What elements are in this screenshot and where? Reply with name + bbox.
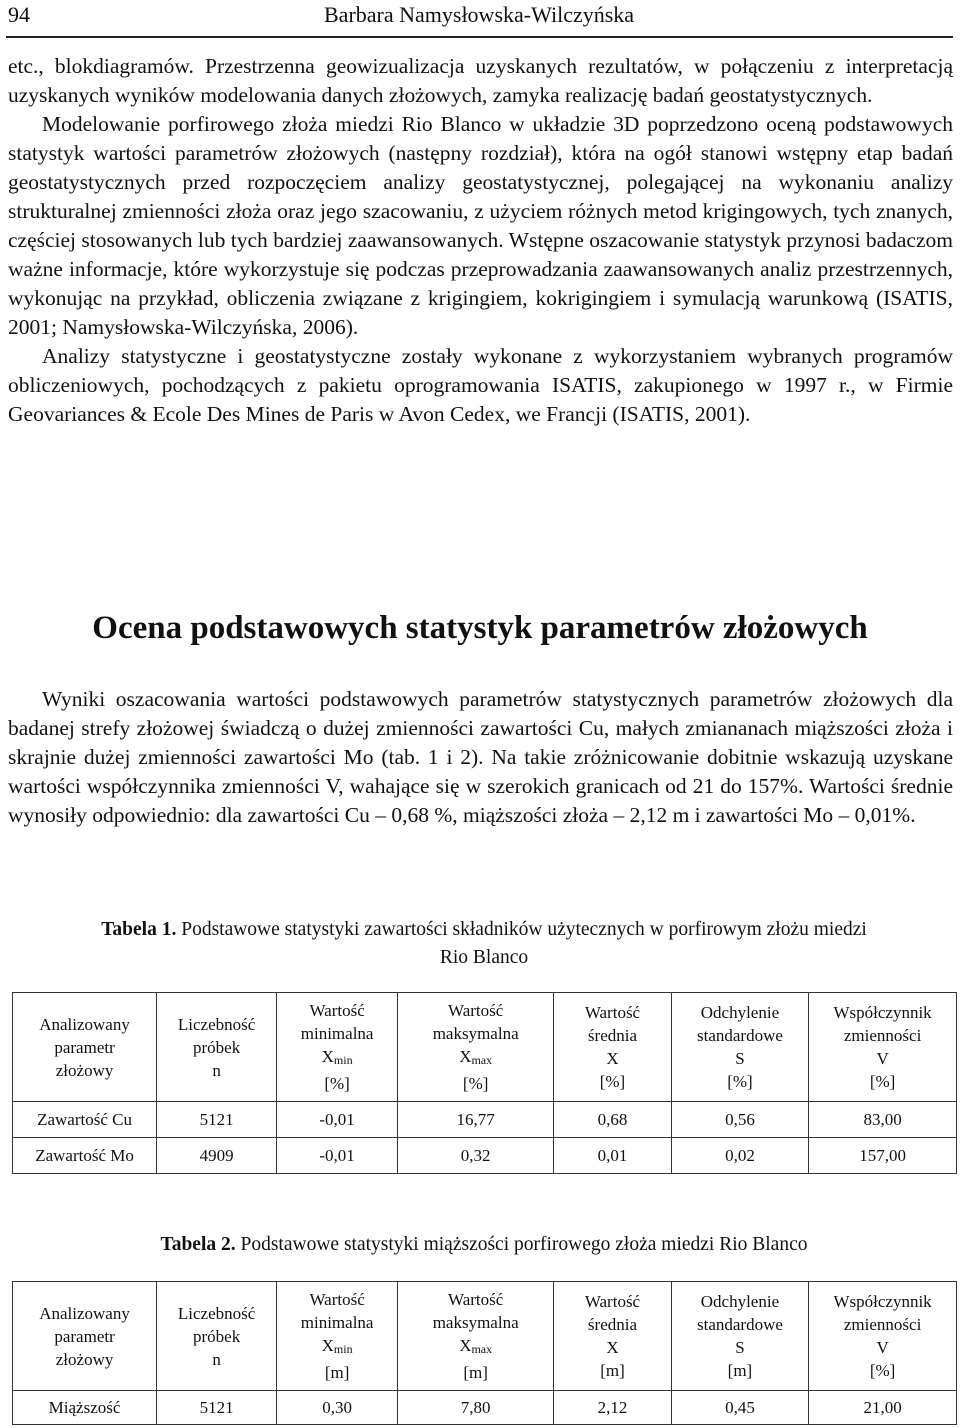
table2-caption [14, 1231, 954, 1259]
table2-header-cell [554, 1282, 672, 1391]
table1-header-line: standardowe [696, 1026, 783, 1045]
table1-header-unit: [%] [462, 1074, 489, 1093]
table1-cell: Zawartość Cu [13, 1102, 157, 1138]
table2-header-line: n [212, 1349, 221, 1369]
table2-header-line: Odchylenie [700, 1292, 780, 1311]
table2-caption-text: Podstawowe statystyki miąższości porfirowego złoża miedzi Rio Blanco [240, 1234, 808, 1255]
table1-cell: 4909 [157, 1138, 277, 1174]
table1-header-symbol-letter: X [459, 1047, 472, 1066]
table2-header-line: Wartość [448, 1290, 504, 1309]
table1-header-cell [157, 993, 277, 1102]
table1-header-symbol [676, 1047, 804, 1070]
table1-header-line: maksymalna [432, 1024, 519, 1043]
table2-header-row [13, 1282, 957, 1391]
table1-header-symbol [402, 1045, 549, 1072]
table1-header-unit: [%] [324, 1074, 350, 1093]
table2-header-unit: [m] [600, 1361, 625, 1380]
table1-cell: -0,01 [277, 1138, 398, 1174]
table2-cell: 21,00 [809, 1391, 957, 1425]
table1-header-unit: [%] [869, 1072, 896, 1091]
table2-header-symbol [813, 1336, 952, 1359]
table1-cell: 0,56 [671, 1102, 808, 1138]
table2-header-symbol-letter: X [321, 1336, 334, 1355]
table2-cell: 0,45 [671, 1391, 808, 1425]
table2-header-line: parametr [54, 1326, 115, 1346]
intro-text [8, 52, 953, 429]
table2-header-symbol-letter: S [735, 1338, 745, 1357]
table1-header-unit: [%] [599, 1072, 626, 1091]
table1-caption [14, 916, 954, 972]
table1-cell: -0,01 [277, 1102, 398, 1138]
table1-header-symbol-letter: X [321, 1047, 334, 1066]
table2-header-symbol [281, 1334, 393, 1361]
table1-caption-line2: Rio Blanco [439, 947, 529, 968]
table2-header-cell [13, 1282, 157, 1391]
intro-paragraph-2: Modelowanie porfirowego złoża miedzi Rio Blanco w układzie 3D poprzedzono oceną podstawowych statystyk wartości parametrów złożowych (następny rozdział), która na ogół stanowi wstępny etap badań geostatystycznych przed rozpoczęciem analizy geostatystycznej, polegającej na wykonaniu analizy strukturalnej zmienności złoża oraz jego szacowaniu, z użyciem różnych metod krigingowych, tych znanych, częściej stosowanych lub tych bardziej zaawansowanych. Wstępne oszacowanie statystyk przynosi badaczom ważne informacje, które wykorzystuje się podczas przeprowadzania zaawansowanych analiz przestrzennych, wykonując na przykład, obliczenia związane z krigingiem, kokrigingiem i symulacją warunkową (ISATIS, 2001; Namysłowska-Wilczyńska, 2006). [8, 112, 953, 339]
section-heading: Ocena podstawowych statystyk parametrów złożowych [92, 610, 868, 646]
table1-cell: 0,32 [398, 1138, 554, 1174]
table1-row [13, 1138, 957, 1174]
table1-header-line: parametr [54, 1037, 115, 1057]
table2-header-line: próbek [192, 1326, 241, 1346]
table2-header-line: standardowe [696, 1315, 783, 1334]
table1-header-cell [809, 993, 957, 1102]
table1-header-symbol-letter: X [606, 1049, 619, 1068]
table1-cell: 0,68 [554, 1102, 672, 1138]
table1-cell: 157,00 [809, 1138, 957, 1174]
table2-header-symbol [402, 1334, 549, 1361]
section-paragraph-1: Wyniki oszacowania wartości podstawowych parametrów statystycznych parametrów złożowych dla badanej strefy złożowej świadczą o dużej zmienności zawartości Cu, małych zmiananach miąższości złoża i skrajnie dużej zmienności zawartości Mo (tab. 1 i 2). Na takie zróżnicowanie dobitnie wskazują uzyskane wartości współczynnika zmienności V, wahające się w szerokich granicach od 21 do 157%. Wartości średnie wynosiły odpowiednio: dla zawartości Cu – 0,68 %, miąższości złoża – 2,12 m i zawartości Mo – 0,01%. [8, 687, 953, 827]
table1-header-symbol [281, 1045, 393, 1072]
table1-cell: 0,02 [671, 1138, 808, 1174]
running-head: Barbara Namysłowska-Wilczyńska [324, 2, 635, 27]
table1-header-line: Wartość [448, 1001, 504, 1020]
table2-header-cell [277, 1282, 398, 1391]
table2-cell: Miąższość [13, 1391, 157, 1425]
table2-cell: 7,80 [398, 1391, 554, 1425]
table1-header-line: Wartość [309, 1001, 365, 1020]
table2-header-line: Wartość [309, 1290, 365, 1309]
table1-header-cell [13, 993, 157, 1102]
page-number: 94 [8, 2, 30, 27]
table1-cell: Zawartość Mo [13, 1138, 157, 1174]
table2 [12, 1281, 957, 1425]
table1-header-symbol-subscript: max [471, 1053, 493, 1067]
table2-header-cell [157, 1282, 277, 1391]
table1-cell: 16,77 [398, 1102, 554, 1138]
table2-header-cell [671, 1282, 808, 1391]
table2-header-line: Analizowany [39, 1303, 130, 1323]
table2-cell: 5121 [157, 1391, 277, 1425]
table2-header-symbol-letter: X [606, 1338, 619, 1357]
table2-row [13, 1391, 957, 1425]
table1-header-line: średnia [587, 1026, 638, 1045]
table1-header-line: Analizowany [39, 1014, 130, 1034]
table1-header-cell [277, 993, 398, 1102]
table1-header-symbol-letter: V [876, 1049, 889, 1068]
table1-header-symbol-subscript: min [333, 1053, 353, 1067]
table1-header-symbol [813, 1047, 952, 1070]
table1 [12, 992, 957, 1174]
table2-cell: 2,12 [554, 1391, 672, 1425]
table2-header-unit: [m] [727, 1361, 753, 1380]
table2-header-symbol-subscript: max [471, 1342, 493, 1356]
table2-header-cell [809, 1282, 957, 1391]
table1-cell: 83,00 [809, 1102, 957, 1138]
table1-header-line: minimalna [300, 1024, 374, 1043]
table1-header-line: Liczebność [177, 1014, 256, 1034]
table2-caption-label: Tabela 2. [160, 1234, 236, 1255]
table1-cell: 5121 [157, 1102, 277, 1138]
table1-header-line: Odchylenie [700, 1003, 780, 1022]
table1-caption-label: Tabela 1. [101, 919, 177, 940]
table2-header-line: Liczebność [177, 1303, 256, 1323]
table1-header-line: Wartość [584, 1003, 641, 1022]
table1-header-cell [671, 993, 808, 1102]
table2-header-line: minimalna [300, 1313, 374, 1332]
table2-header-symbol-letter: X [459, 1336, 472, 1355]
table2-header-symbol [558, 1336, 667, 1359]
intro-paragraph-1: etc., blokdiagramów. Przestrzenna geowizualizacja uzyskanych rezultatów, w połączeniu z interpretacją uzyskanych wyników modelowania danych złożowych, zamyka realizację badań geostatystycznych. [8, 54, 953, 107]
table1-header-cell [398, 993, 554, 1102]
table1-header-cell [554, 993, 672, 1102]
table2-header-symbol-letter: V [876, 1338, 889, 1357]
table1-header-line: Współczynnik [833, 1003, 932, 1022]
table2-cell: 0,30 [277, 1391, 398, 1425]
table2-header-symbol [676, 1336, 804, 1359]
table2-header-line: zmienności [843, 1315, 922, 1334]
table2-header-line: średnia [587, 1315, 638, 1334]
table1-header-line: n [212, 1060, 221, 1080]
table2-header-cell [398, 1282, 554, 1391]
table2-header-line: złożowy [55, 1349, 114, 1369]
table1-header-unit: [%] [727, 1072, 753, 1091]
table1-header-row [13, 993, 957, 1102]
intro-paragraph-3: Analizy statystyczne i geostatystyczne zostały wykonane z wykorzystaniem wybranych programów obliczeniowych, pochodzących z pakietu oprogramowania ISATIS, zakupionego w 1997 r., w Firmie Geovariances & Ecole Des Mines de Paris w Avon Cedex, we Francji (ISATIS, 2001). [8, 344, 953, 426]
table2-header-line: Współczynnik [833, 1292, 932, 1311]
table2-header-symbol-subscript: min [333, 1342, 353, 1356]
table2-header-line: Wartość [584, 1292, 641, 1311]
page-header [6, 0, 953, 38]
table1-header-line: złożowy [55, 1060, 114, 1080]
section-text [8, 685, 953, 830]
table2-header-line: maksymalna [432, 1313, 519, 1332]
table2-header-unit: [m] [324, 1363, 350, 1382]
table1-header-line: próbek [192, 1037, 241, 1057]
table1-cell: 0,01 [554, 1138, 672, 1174]
table1-header-line: zmienności [843, 1026, 922, 1045]
table1-row [13, 1102, 957, 1138]
table2-header-unit: [m] [463, 1363, 488, 1382]
table1-header-symbol-letter: S [735, 1049, 745, 1068]
table1-caption-text: Podstawowe statystyki zawartości składników użytecznych w porfirowym złożu miedzi [181, 919, 867, 940]
table1-header-symbol [558, 1047, 667, 1070]
table2-header-unit: [%] [869, 1361, 896, 1380]
